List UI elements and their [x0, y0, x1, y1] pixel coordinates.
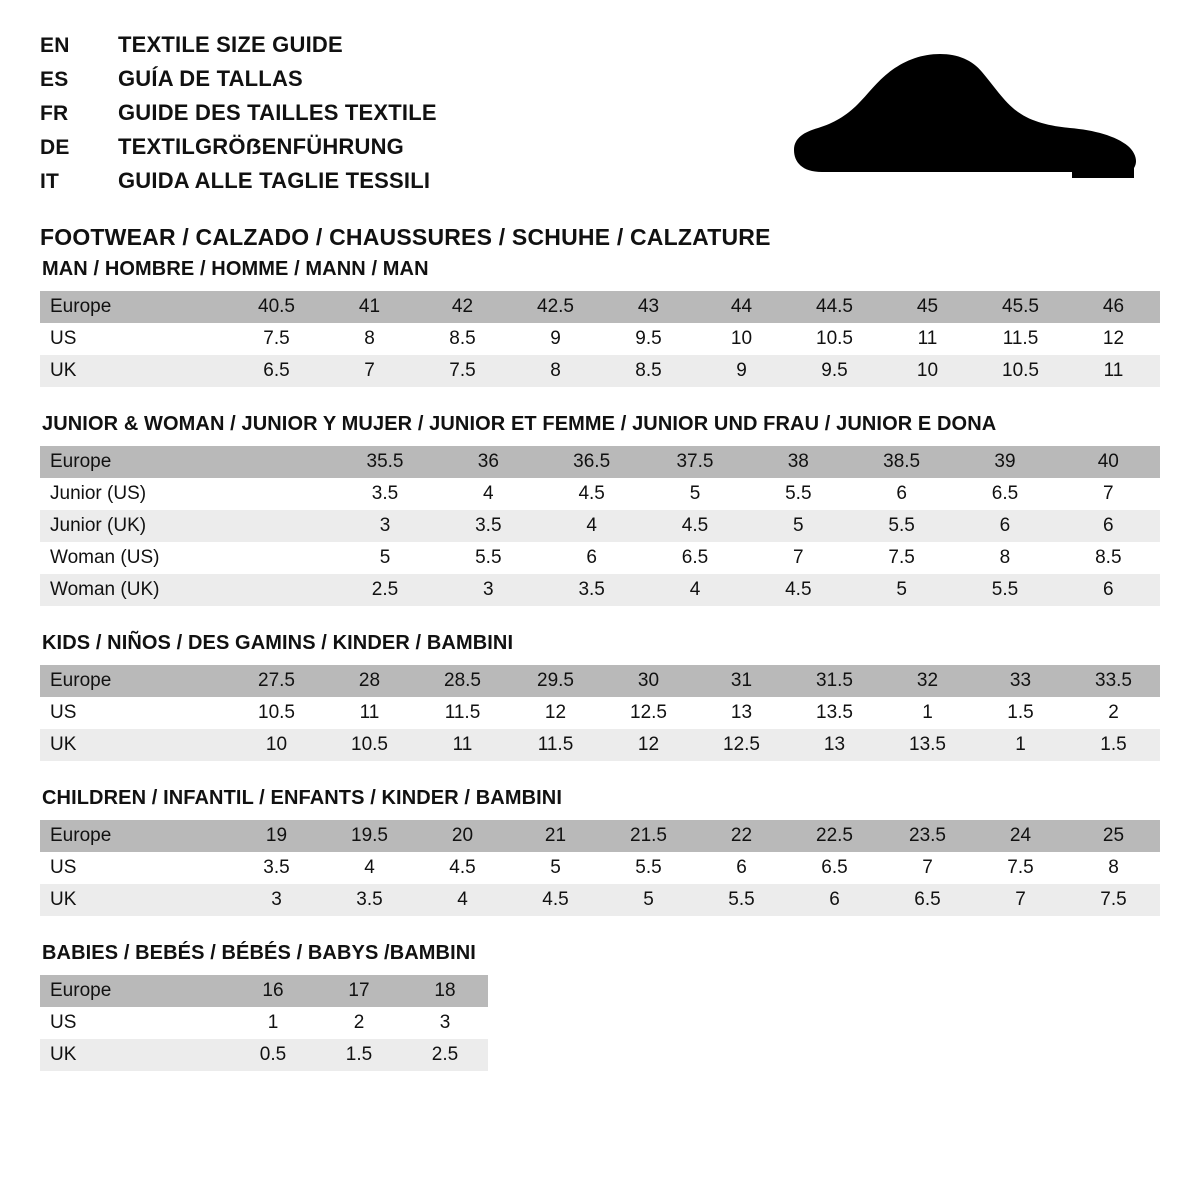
size-cell: 6.5 [788, 852, 881, 884]
size-cell: 37.5 [643, 446, 746, 478]
size-cell: 4.5 [747, 574, 850, 606]
size-cell: 13.5 [881, 729, 974, 761]
size-cell: 22 [695, 820, 788, 852]
size-cell: 10 [230, 729, 323, 761]
size-cell: 31.5 [788, 665, 881, 697]
size-table [40, 291, 1160, 387]
size-cell: 29.5 [509, 665, 602, 697]
size-cell: 45.5 [974, 291, 1067, 323]
language-code: IT [40, 170, 60, 193]
size-cell: 7 [1057, 478, 1160, 510]
size-cell: 7 [323, 355, 416, 387]
row-label: UK [40, 355, 230, 387]
size-cell: 5 [643, 478, 746, 510]
size-cell: 12 [602, 729, 695, 761]
size-cell: 6 [788, 884, 881, 916]
size-cell: 7 [747, 542, 850, 574]
size-cell [230, 478, 333, 510]
size-cell: 5 [747, 510, 850, 542]
size-cell: 11 [416, 729, 509, 761]
size-section [40, 413, 1160, 606]
size-cell: 3.5 [540, 574, 643, 606]
size-cell: 7 [881, 852, 974, 884]
size-cell: 18 [402, 975, 488, 1007]
size-cell: 1 [230, 1007, 316, 1039]
language-title: GUIDA ALLE TAGLIE TESSILI [118, 168, 431, 193]
size-cell: 40 [1057, 446, 1160, 478]
size-cell: 12.5 [695, 729, 788, 761]
size-cell: 12.5 [602, 697, 695, 729]
table-row [40, 852, 1160, 884]
size-cell: 43 [602, 291, 695, 323]
row-label: Woman (US) [40, 542, 230, 574]
size-cell: 7.5 [230, 323, 323, 355]
size-cell: 32 [881, 665, 974, 697]
size-cell: 2 [316, 1007, 402, 1039]
size-cell: 3.5 [333, 478, 436, 510]
size-cell: 11 [1067, 355, 1160, 387]
size-cell: 27.5 [230, 665, 323, 697]
size-cell: 7.5 [1067, 884, 1160, 916]
size-cell: 21 [509, 820, 602, 852]
size-section [40, 787, 1160, 916]
size-section-title: BABIES / BEBÉS / BÉBÉS / BABYS /BAMBINI [42, 942, 476, 964]
size-cell [230, 574, 333, 606]
size-cell: 11.5 [416, 697, 509, 729]
size-cell: 11.5 [509, 729, 602, 761]
row-label: UK [40, 884, 230, 916]
size-cell: 5.5 [602, 852, 695, 884]
size-cell [230, 446, 333, 478]
row-label: Europe [40, 291, 230, 323]
table-row [40, 574, 1160, 606]
size-cell: 38.5 [850, 446, 953, 478]
size-cell: 4 [540, 510, 643, 542]
size-cell: 41 [323, 291, 416, 323]
size-cell: 5.5 [437, 542, 540, 574]
table-row [40, 1007, 488, 1039]
table-row [40, 542, 1160, 574]
size-cell: 30 [602, 665, 695, 697]
table-header-row [40, 820, 1160, 852]
row-label: Europe [40, 975, 230, 1007]
size-cell: 9.5 [602, 323, 695, 355]
dress-shoe-icon [782, 50, 1142, 180]
size-cell: 8.5 [416, 323, 509, 355]
category-heading: FOOTWEAR / CALZADO / CHAUSSURES / SCHUHE / CALZATURE [40, 224, 771, 250]
size-cell: 17 [316, 975, 402, 1007]
size-cell: 39 [953, 446, 1056, 478]
table-row [40, 323, 1160, 355]
size-cell: 4.5 [509, 884, 602, 916]
size-cell: 10.5 [788, 323, 881, 355]
size-cell: 7.5 [416, 355, 509, 387]
size-cell: 31 [695, 665, 788, 697]
language-code: FR [40, 102, 69, 125]
size-cell [230, 542, 333, 574]
size-cell: 6 [540, 542, 643, 574]
size-section [40, 258, 1160, 387]
size-cell: 40.5 [230, 291, 323, 323]
size-cell: 44.5 [788, 291, 881, 323]
size-cell: 36 [437, 446, 540, 478]
size-cell: 9 [695, 355, 788, 387]
table-row [40, 884, 1160, 916]
size-cell: 1.5 [974, 697, 1067, 729]
table-header-row [40, 291, 1160, 323]
size-cell: 7 [974, 884, 1067, 916]
size-cell: 0.5 [230, 1039, 316, 1071]
row-label: Junior (US) [40, 478, 230, 510]
size-cell: 13.5 [788, 697, 881, 729]
table-row [40, 697, 1160, 729]
size-cell: 10.5 [230, 697, 323, 729]
language-code: ES [40, 68, 69, 91]
size-cell: 12 [509, 697, 602, 729]
size-cell: 5 [333, 542, 436, 574]
size-section-title: JUNIOR & WOMAN / JUNIOR Y MUJER / JUNIOR ET FEMME / JUNIOR UND FRAU / JUNIOR E DONA [42, 413, 997, 435]
size-section [40, 942, 1160, 1071]
size-cell: 16 [230, 975, 316, 1007]
size-cell: 9 [509, 323, 602, 355]
size-cell: 35.5 [333, 446, 436, 478]
size-cell: 2.5 [333, 574, 436, 606]
size-cell: 4 [416, 884, 509, 916]
size-cell: 10 [881, 355, 974, 387]
size-cell: 10.5 [974, 355, 1067, 387]
size-cell: 28 [323, 665, 416, 697]
size-cell: 3.5 [323, 884, 416, 916]
size-cell: 4.5 [416, 852, 509, 884]
language-title: GUÍA DE TALLAS [118, 66, 303, 91]
size-cell: 12 [1067, 323, 1160, 355]
size-cell: 13 [695, 697, 788, 729]
size-cell: 9.5 [788, 355, 881, 387]
size-cell: 8 [1067, 852, 1160, 884]
row-label: US [40, 1007, 230, 1039]
size-cell: 2 [1067, 697, 1160, 729]
size-cell: 8.5 [602, 355, 695, 387]
page-header [40, 32, 1160, 250]
row-label: Europe [40, 665, 230, 697]
size-cell: 19 [230, 820, 323, 852]
size-cell: 3 [333, 510, 436, 542]
size-cell: 4 [437, 478, 540, 510]
size-section [40, 632, 1160, 761]
size-cell: 1.5 [316, 1039, 402, 1071]
size-cell: 42.5 [509, 291, 602, 323]
size-cell: 8 [953, 542, 1056, 574]
table-header-row [40, 665, 1160, 697]
size-section-title: MAN / HOMBRE / HOMME / MANN / MAN [42, 258, 429, 280]
size-section-title: CHILDREN / INFANTIL / ENFANTS / KINDER / BAMBINI [42, 787, 562, 809]
size-cell: 20 [416, 820, 509, 852]
size-cell: 1 [881, 697, 974, 729]
size-cell: 36.5 [540, 446, 643, 478]
size-section-title: KIDS / NIÑOS / DES GAMINS / KINDER / BAMBINI [42, 632, 514, 654]
size-table [40, 975, 488, 1071]
language-code: EN [40, 34, 70, 57]
size-cell: 4 [643, 574, 746, 606]
size-cell: 5.5 [850, 510, 953, 542]
size-table [40, 820, 1160, 916]
size-cell: 6 [695, 852, 788, 884]
size-cell: 22.5 [788, 820, 881, 852]
size-cell: 8 [323, 323, 416, 355]
row-label: US [40, 697, 230, 729]
size-cell: 5 [509, 852, 602, 884]
size-cell: 1 [974, 729, 1067, 761]
language-code: DE [40, 136, 70, 159]
size-cell: 11.5 [974, 323, 1067, 355]
size-tables [40, 258, 1160, 1071]
size-cell: 38 [747, 446, 850, 478]
size-cell: 3.5 [437, 510, 540, 542]
size-cell: 4.5 [540, 478, 643, 510]
size-cell: 4.5 [643, 510, 746, 542]
size-table [40, 446, 1160, 606]
row-label: US [40, 323, 230, 355]
row-label: US [40, 852, 230, 884]
size-cell: 4 [323, 852, 416, 884]
size-cell: 33 [974, 665, 1067, 697]
size-cell: 8 [509, 355, 602, 387]
size-cell: 11 [323, 697, 416, 729]
size-cell: 13 [788, 729, 881, 761]
language-title: GUIDE DES TAILLES TEXTILE [118, 100, 437, 125]
size-cell: 19.5 [323, 820, 416, 852]
size-cell: 3 [402, 1007, 488, 1039]
size-cell: 33.5 [1067, 665, 1160, 697]
size-cell: 23.5 [881, 820, 974, 852]
size-cell: 42 [416, 291, 509, 323]
language-title: TEXTILGRÖẞENFÜHRUNG [118, 134, 404, 159]
row-label: UK [40, 1039, 230, 1071]
size-cell: 24 [974, 820, 1067, 852]
table-header-row [40, 975, 488, 1007]
size-cell: 6 [953, 510, 1056, 542]
size-cell: 6 [1057, 510, 1160, 542]
table-row [40, 510, 1160, 542]
size-cell: 6.5 [953, 478, 1056, 510]
table-row [40, 478, 1160, 510]
size-cell: 6 [850, 478, 953, 510]
row-label: Europe [40, 820, 230, 852]
size-cell [230, 510, 333, 542]
size-cell: 46 [1067, 291, 1160, 323]
size-cell: 10.5 [323, 729, 416, 761]
table-row [40, 1039, 488, 1071]
size-cell: 21.5 [602, 820, 695, 852]
size-cell: 5 [850, 574, 953, 606]
row-label: Woman (UK) [40, 574, 230, 606]
size-cell: 5 [602, 884, 695, 916]
size-cell: 10 [695, 323, 788, 355]
language-title: TEXTILE SIZE GUIDE [118, 32, 343, 57]
size-cell: 7.5 [974, 852, 1067, 884]
size-cell: 3 [437, 574, 540, 606]
size-cell: 6 [1057, 574, 1160, 606]
size-cell: 28.5 [416, 665, 509, 697]
size-cell: 6.5 [881, 884, 974, 916]
size-cell: 6.5 [230, 355, 323, 387]
size-cell: 25 [1067, 820, 1160, 852]
table-row [40, 355, 1160, 387]
size-cell: 1.5 [1067, 729, 1160, 761]
size-cell: 6.5 [643, 542, 746, 574]
size-cell: 11 [881, 323, 974, 355]
size-cell: 7.5 [850, 542, 953, 574]
row-label: Europe [40, 446, 230, 478]
size-cell: 5.5 [747, 478, 850, 510]
size-cell: 5.5 [695, 884, 788, 916]
size-cell: 8.5 [1057, 542, 1160, 574]
size-cell: 2.5 [402, 1039, 488, 1071]
size-cell: 5.5 [953, 574, 1056, 606]
size-cell: 3 [230, 884, 323, 916]
size-table [40, 665, 1160, 761]
size-cell: 45 [881, 291, 974, 323]
table-row [40, 729, 1160, 761]
row-label: Junior (UK) [40, 510, 230, 542]
size-cell: 44 [695, 291, 788, 323]
table-header-row [40, 446, 1160, 478]
row-label: UK [40, 729, 230, 761]
size-cell: 3.5 [230, 852, 323, 884]
